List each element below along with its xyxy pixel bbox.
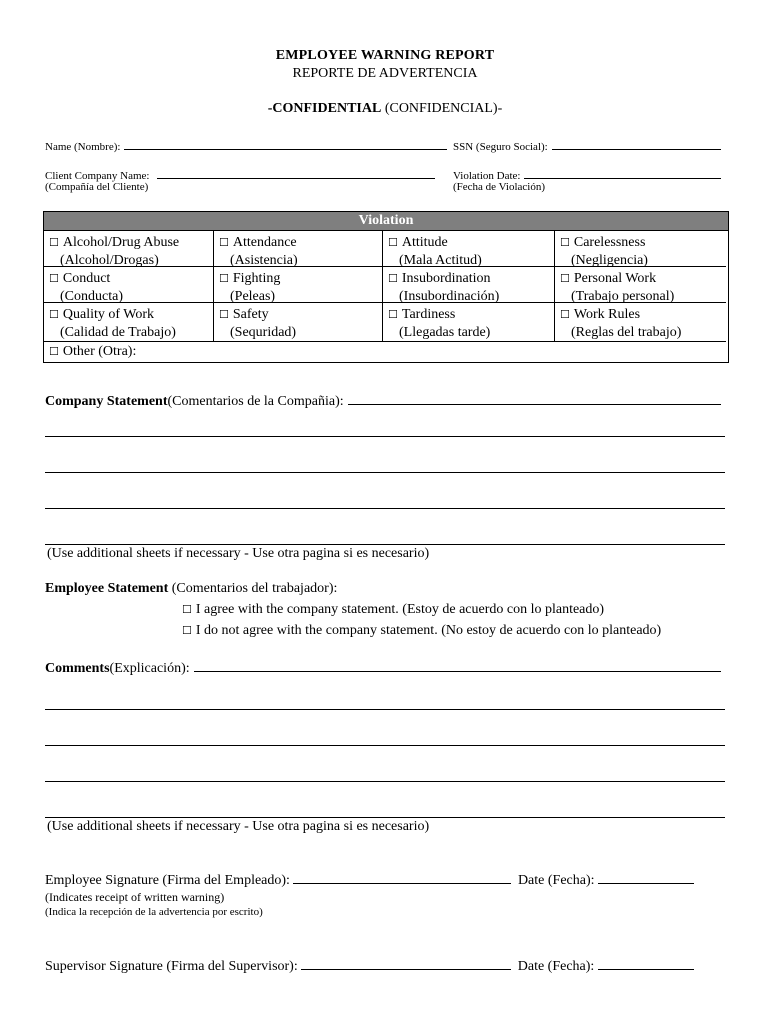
checkbox-icon[interactable]: ☐ (219, 236, 229, 249)
name-label: Name (Nombre): (45, 141, 121, 153)
violation-option[interactable] (383, 267, 555, 303)
comments-label: Comments (45, 661, 110, 676)
violation-option[interactable] (555, 267, 726, 303)
employee-date-field[interactable] (598, 883, 694, 884)
option-label-es: (Insubordinación) (399, 289, 500, 304)
violation-option[interactable] (44, 231, 214, 267)
option-label-es: (Trabajo personal) (571, 289, 675, 304)
violation-date-field[interactable] (524, 166, 721, 179)
option-label: Safety (232, 307, 269, 322)
company-statement-line[interactable] (45, 436, 725, 437)
option-label-es: (Reglas del trabajo) (571, 325, 682, 340)
disagree-label: I do not agree with the company statement. (No estoy de acuerdo con lo planteado) (195, 623, 662, 638)
ssn-field-row (453, 137, 721, 153)
violation-date-label: Violation Date: (453, 170, 521, 182)
comments-field[interactable] (194, 659, 721, 672)
checkbox-icon[interactable]: ☐ (560, 308, 570, 321)
comments-line[interactable] (45, 817, 725, 818)
option-label-es: (Mala Actitud) (399, 253, 482, 268)
option-label: Attitude (401, 235, 448, 250)
company-statement-label: Company Statement (45, 394, 168, 409)
checkbox-icon[interactable]: ☐ (560, 272, 570, 285)
option-label-es: (Calidad de Trabajo) (60, 325, 176, 340)
option-label: Fighting (232, 271, 281, 286)
violation-heading: Violation (44, 212, 728, 231)
violation-other[interactable] (44, 342, 728, 362)
employee-date-label: Date (Fecha): (517, 873, 595, 888)
other-label: Other (Otra): (62, 344, 137, 359)
company-statement-line[interactable] (45, 544, 725, 545)
employee-statement-label: Employee Statement (45, 581, 169, 596)
violation-option[interactable] (44, 303, 214, 342)
option-label: Work Rules (573, 307, 641, 322)
report-title: EMPLOYEE WARNING REPORT (275, 48, 495, 63)
option-label: Conduct (62, 271, 111, 286)
supervisor-signature-label: Supervisor Signature (Firma del Supervisor): (45, 959, 298, 974)
comments-note: (Use additional sheets if necessary - Use otra pagina si es necesario) (47, 819, 430, 834)
name-field[interactable] (124, 137, 447, 150)
option-label: Personal Work (573, 271, 657, 286)
violation-option[interactable] (214, 267, 383, 303)
checkbox-icon[interactable]: ☐ (182, 624, 192, 637)
ssn-label: SSN (Seguro Social): (453, 141, 548, 153)
option-label-es: (Llegadas tarde) (399, 325, 491, 340)
agree-label: I agree with the company statement. (Estoy de acuerdo con lo planteado) (195, 602, 605, 617)
checkbox-icon[interactable]: ☐ (388, 308, 398, 321)
violation-option[interactable] (44, 267, 214, 303)
checkbox-icon[interactable]: ☐ (49, 308, 59, 321)
client-field-row (45, 166, 435, 182)
option-label: Quality of Work (62, 307, 155, 322)
checkbox-icon[interactable]: ☐ (49, 272, 59, 285)
company-statement-field[interactable] (348, 392, 721, 405)
violation-date-label-es: (Fecha de Violación) (453, 181, 545, 193)
employee-statement-label-row (45, 581, 337, 597)
violation-option[interactable] (383, 303, 555, 342)
employee-signature-field[interactable] (293, 883, 511, 884)
option-label: Attendance (232, 235, 297, 250)
option-label-es: (Conducta) (60, 289, 123, 304)
checkbox-icon[interactable]: ☐ (388, 236, 398, 249)
option-label: Tardiness (401, 307, 456, 322)
violation-option[interactable] (555, 231, 726, 267)
comments-label-es: (Explicación): (109, 661, 190, 676)
confidential-bold: -CONFIDENTIAL (267, 101, 382, 116)
name-field-row (45, 137, 447, 153)
option-label-es: (Peleas) (230, 289, 276, 304)
employee-signature-label: Employee Signature (Firma del Empleado): (45, 873, 290, 888)
checkbox-icon[interactable]: ☐ (219, 308, 229, 321)
option-label: Alcohol/Drug Abuse (62, 235, 180, 250)
supervisor-signature-field[interactable] (301, 969, 511, 970)
client-label: Client Company Name: (45, 170, 150, 182)
ssn-field[interactable] (552, 137, 721, 150)
comments-line[interactable] (45, 709, 725, 710)
checkbox-icon[interactable]: ☐ (49, 345, 59, 358)
violation-option[interactable] (214, 303, 383, 342)
violation-option[interactable] (214, 231, 383, 267)
agree-option[interactable] (182, 602, 604, 618)
company-statement-line[interactable] (45, 472, 725, 473)
employee-signature-row (45, 873, 694, 889)
report-subtitle: REPORTE DE ADVERTENCIA (292, 66, 478, 81)
option-label-es: (Negligencia) (571, 253, 648, 268)
supervisor-date-label: Date (Fecha): (517, 959, 595, 974)
client-field[interactable] (157, 166, 435, 179)
checkbox-icon[interactable]: ☐ (560, 236, 570, 249)
checkbox-icon[interactable]: ☐ (219, 272, 229, 285)
receipt-note-es: (Indica la recepción de la advertencia por escrito) (45, 906, 263, 918)
checkbox-icon[interactable]: ☐ (49, 236, 59, 249)
employee-statement-label-es: (Comentarios del trabajador): (168, 581, 338, 596)
violation-table (43, 211, 729, 363)
disagree-option[interactable] (182, 623, 661, 639)
client-label-es: (Compañía del Cliente) (45, 181, 149, 193)
supervisor-date-field[interactable] (598, 969, 694, 970)
checkbox-icon[interactable]: ☐ (388, 272, 398, 285)
confidential-rest: (CONFIDENCIAL)- (381, 101, 503, 116)
comments-row (45, 659, 721, 677)
confidential-line (0, 101, 770, 117)
option-label-es: (Asistencia) (230, 253, 298, 268)
option-label-es: (Sequridad) (230, 325, 297, 340)
violation-date-row (453, 166, 721, 182)
company-statement-row (45, 392, 721, 410)
checkbox-icon[interactable]: ☐ (182, 603, 192, 616)
violation-option[interactable] (383, 231, 555, 267)
violation-option[interactable] (555, 303, 726, 342)
violation-grid (44, 231, 728, 342)
comments-line[interactable] (45, 745, 725, 746)
company-statement-label-es: (Comentarios de la Compañia): (167, 394, 344, 409)
supervisor-signature-row (45, 959, 694, 975)
company-statement-note: (Use additional sheets if necessary - Use otra pagina si es necesario) (47, 546, 430, 561)
option-label: Insubordination (401, 271, 491, 286)
company-statement-line[interactable] (45, 508, 725, 509)
receipt-note: (Indicates receipt of written warning) (45, 890, 225, 904)
comments-line[interactable] (45, 781, 725, 782)
option-label-es: (Alcohol/Drogas) (60, 253, 159, 268)
option-label: Carelessness (573, 235, 646, 250)
